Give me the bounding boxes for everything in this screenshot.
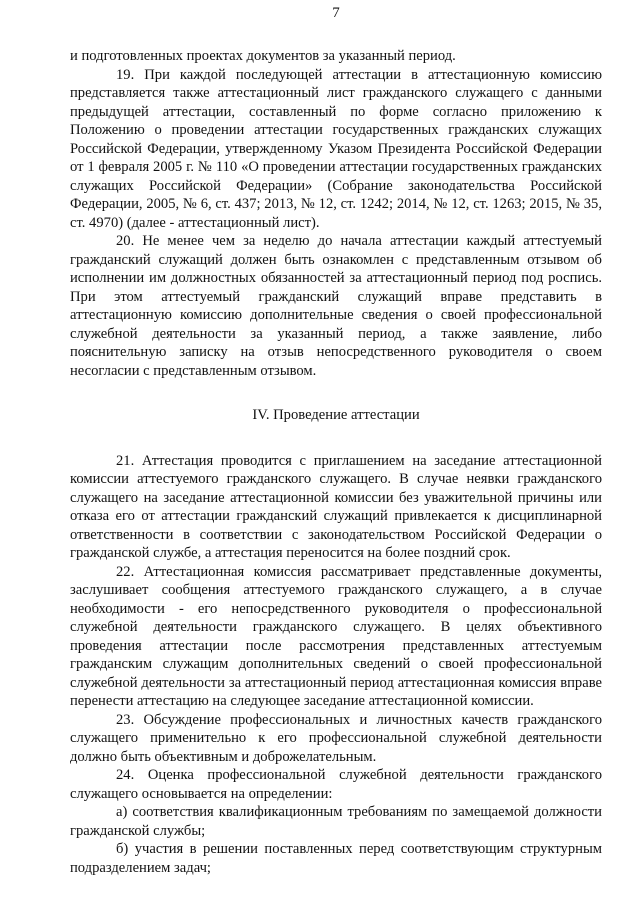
paragraph-21: 21. Аттестация проводится с приглашением на заседание аттестационной комиссии аттестуемого гражданского служащего. В случае неявки гражданского служащего на заседание аттестационной комиссии без уважительной причины или отказа его от аттестации гражданский служащий привлекается к дисциплинарной ответственности в соответствии с законодательством Российской Федерации о гражданской службе, а аттестация переносится на более поздний срок. (70, 452, 602, 561)
paragraph-24: 24. Оценка профессиональной служебной деятельности гражданского служащего основывается на определении: (70, 767, 602, 802)
document-body (70, 47, 602, 877)
paragraph-20: 20. Не менее чем за неделю до начала аттестации каждый аттестуемый гражданский служащий должен быть ознакомлен с представленным отзывом об исполнении им должностных обязанностей за аттестационный период под роспись. При этом аттестуемый гражданский служащий вправе представить в аттестационную комиссию дополнительные сведения о своей профессиональной служебной деятельности за указанный период, а также заявление, либо пояснительную записку на отзыв непосредственного руководителя о своем несогласии с представленным отзывом. (70, 233, 602, 379)
paragraph-19: 19. При каждой последующей аттестации в аттестационную комиссию представляется также аттестационный лист гражданского служащего с данными предыдущей аттестации, составленный по форме согласно приложению к Положению о проведении аттестации государственных гражданских служащих Российской Федерации, утвержденному Указом Президента Российской Федерации от 1 февраля 2005 г. № 110 «О проведении аттестации государственных гражданских служащих Российской Федерации» (Собрание законодательства Российской Федерации, 2005, № 6, ст. 437; 2013, № 12, ст. 1242; 2014, № 12, ст. 1263; 2015, № 35, ст. 4970) (далее - аттестационный лист). (70, 66, 602, 231)
paragraph-continuation: и подготовленных проектах документов за указанный период. (70, 48, 456, 64)
paragraph-22: 22. Аттестационная комиссия рассматривает представленные документы, заслушивает сообщения аттестуемого гражданского служащего, а в случае необходимости - его непосредственного руководителя о профессиональной служебной деятельности гражданского служащего. В целях объективного проведения аттестации после рассмотрения представленных аттестуемым гражданским служащим дополнительных сведений о своей профессиональной служебной деятельности за аттестационный период аттестационная комиссия вправе перенести аттестацию на следующее заседание аттестационной комиссии. (70, 563, 602, 709)
section-heading: IV. Проведение аттестации (252, 407, 420, 423)
paragraph-23: 23. Обсуждение профессиональных и личностных качеств гражданского служащего применительно к его профессиональной служебной деятельности должно быть объективным и доброжелательным. (70, 711, 602, 765)
list-item-a: а) соответствия квалификационным требованиям по замещаемой должности гражданской службы; (70, 804, 602, 839)
list-item-b: б) участия в решении поставленных перед соответствующим структурным подразделением задач; (70, 841, 602, 876)
page-number: 7 (332, 5, 340, 21)
